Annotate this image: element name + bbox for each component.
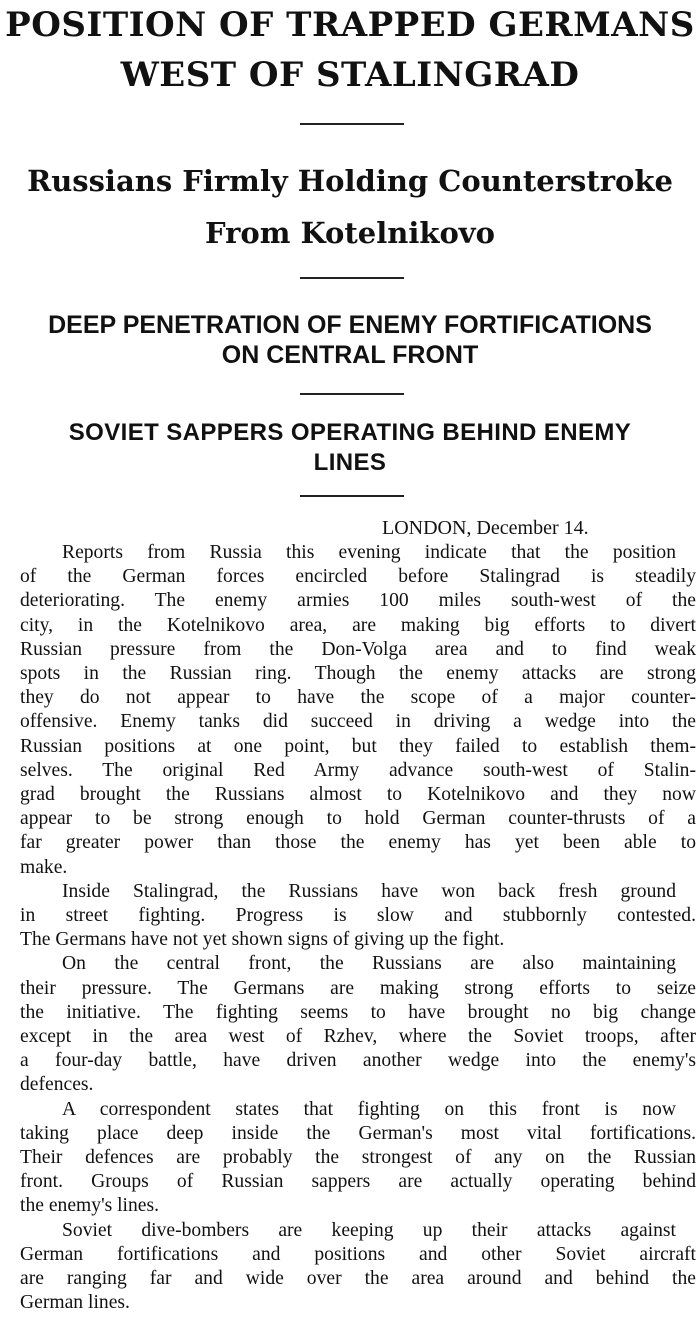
tertiary-headline-line: DEEP PENETRATION OF ENEMY FORTIFICATIONS [48,311,652,339]
article-line: their pressure. The Germans are making strong efforts to seize [20,977,696,999]
secondary-headline-line: From Kotelnikovo [205,216,495,250]
article-line: deteriorating. The enemy armies 100 miles south-west of the [20,590,696,612]
article-line: German fortifications and positions and other Soviet aircraft [20,1243,696,1265]
article-line: Inside Stalingrad, the Russians have won back fresh ground [62,880,676,902]
article-line: A correspondent states that fighting on this front is now [62,1098,676,1120]
article-line: front. Groups of Russian sappers are actually operating behind [20,1171,696,1193]
article-body [0,541,700,1316]
article-line: city, in the Kotelnikovo area, are making big efforts to divert [20,614,696,636]
secondary-headline [0,155,700,259]
article-line: selves. The original Red Army advance south-west of Stalin- [20,759,696,781]
article-line: except in the area west of Rzhev, where the Soviet troops, after [20,1026,696,1048]
tertiary-headline [0,310,700,370]
dateline: LONDON, December 14. [382,517,589,539]
sub-headline-line: SOVIET SAPPERS OPERATING BEHIND ENEMY [68,419,632,446]
article-line: the enemy's lines. [20,1195,160,1217]
article-line: spots in the Russian ring. Though the enemy attacks are strong [20,663,696,685]
article-line: German lines. [20,1292,130,1314]
headline-divider [300,123,404,125]
main-headline [0,0,700,100]
article-line: the initiative. The fighting seems to have brought no big change [20,1001,696,1023]
article-line: are ranging far and wide over the area around and behind the [20,1268,696,1290]
article-line: offensive. Enemy tanks did succeed in driving a wedge into the [20,711,696,733]
article-line: far greater power than those the enemy has yet been able to [20,832,696,854]
main-headline-line: POSITION OF TRAPPED GERMANS [5,5,695,45]
secondary-headline-line: Russians Firmly Holding Counterstroke [27,164,673,198]
article-line: On the central front, the Russians are also maintaining [62,953,676,975]
article-line: Soviet dive-bombers are keeping up their attacks against [62,1219,676,1241]
article-line: a four-day battle, have driven another wedge into the enemy's [20,1050,696,1072]
headline-divider [300,495,404,497]
tertiary-headline-line: ON CENTRAL FRONT [221,341,479,369]
headline-divider [300,393,404,395]
article-line: Russian pressure from the Don-Volga area and to find weak [20,638,696,660]
article-line: defences. [20,1074,94,1096]
sub-headline-line: LINES [313,449,387,476]
article-line: Reports from Russia this evening indicate that the position [62,542,676,563]
article-line: Their defences are probably the strongest of any on the Russian [20,1147,696,1169]
article-line: in street fighting. Progress is slow and stubbornly contested. [20,905,696,927]
sub-headline [0,418,700,478]
main-headline-line: WEST OF STALINGRAD [120,55,580,95]
article-line: of the German forces encircled before Stalingrad is steadily [20,566,696,588]
article-line: Russian positions at one point, but they failed to establish them- [20,735,696,757]
article-line: taking place deep inside the German's most vital fortifications. [20,1122,696,1144]
headline-divider [300,277,404,279]
article-line: they do not appear to have the scope of a major counter- [20,687,696,709]
article-line: appear to be strong enough to hold German counter-thrusts of a [20,808,696,830]
article-line: The Germans have not yet shown signs of giving up the fight. [20,929,505,951]
article-line: grad brought the Russians almost to Kotelnikovo and they now [20,784,696,806]
article-line: make. [20,856,68,878]
